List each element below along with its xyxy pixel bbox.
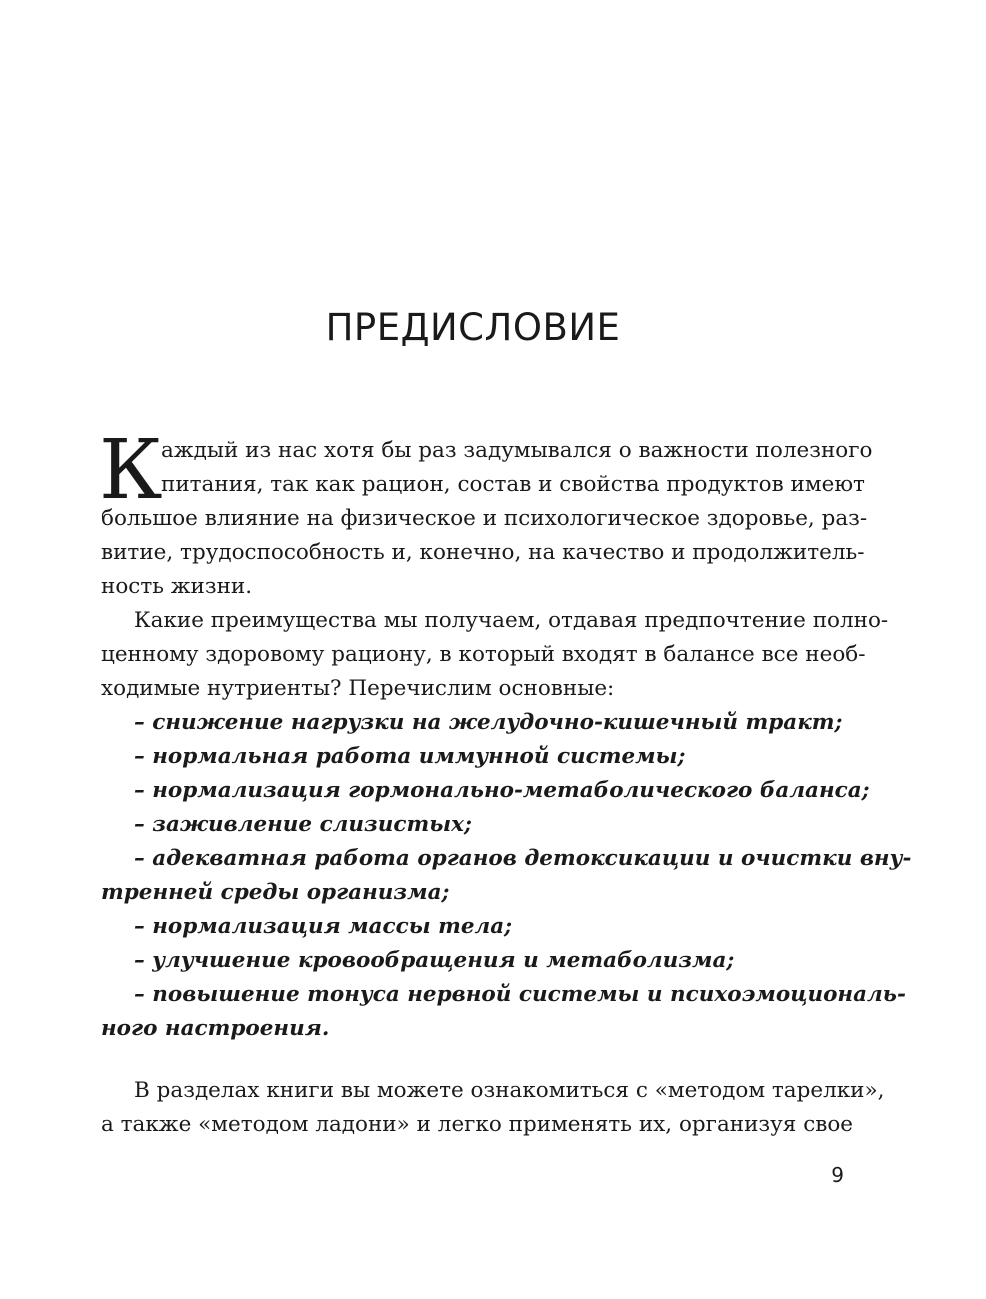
benefit-item: – улучшение кровообращения и метаболизма;	[134, 948, 735, 973]
benefit-item: – нормальная работа иммунной системы;	[134, 744, 686, 769]
benefit-item: – нормализация массы тела;	[134, 914, 513, 939]
benefits-intro-line-3: ходимые нутриенты? Перечислим основные:	[101, 676, 615, 701]
drop-cap: К	[99, 423, 163, 518]
benefit-item: – нормализация гормонально-метаболического баланса;	[134, 778, 870, 803]
page-number: 9	[831, 1163, 844, 1187]
benefit-item-continuation: ного настроения.	[101, 1016, 330, 1041]
benefits-intro-line-2: ценному здоровому рациону, в который входят в балансе все необ-	[101, 642, 866, 667]
benefit-item: – снижение нагрузки на желудочно-кишечный тракт;	[134, 710, 843, 735]
benefit-item-continuation: тренней среды организма;	[101, 880, 450, 905]
benefit-item: – адекватная работа органов детоксикации и очистки вну-	[134, 846, 912, 871]
intro-line-3: большое влияние на физическое и психологическое здоровье, раз-	[101, 506, 868, 531]
closing-line-1: В разделах книги вы можете ознакомиться с «методом тарелки»,	[134, 1078, 885, 1103]
chapter-title: ПРЕДИСЛОВИЕ	[325, 306, 621, 349]
intro-line-1: аждый из нас хотя бы раз задумывался о важности полезного	[161, 438, 873, 463]
intro-line-5: ность жизни.	[101, 574, 253, 599]
intro-line-4: витие, трудоспособность и, конечно, на качество и продолжитель-	[101, 540, 865, 565]
benefit-item: – заживление слизистых;	[134, 812, 472, 837]
benefit-item: – повышение тонуса нервной системы и психоэмоциональ-	[134, 982, 906, 1007]
intro-line-2: питания, так как рацион, состав и свойства продуктов имеют	[161, 472, 865, 497]
closing-line-2: а также «методом ладони» и легко применять их, организуя свое	[101, 1112, 854, 1137]
benefits-intro-line-1: Какие преимущества мы получаем, отдавая предпочтение полно-	[134, 608, 889, 633]
